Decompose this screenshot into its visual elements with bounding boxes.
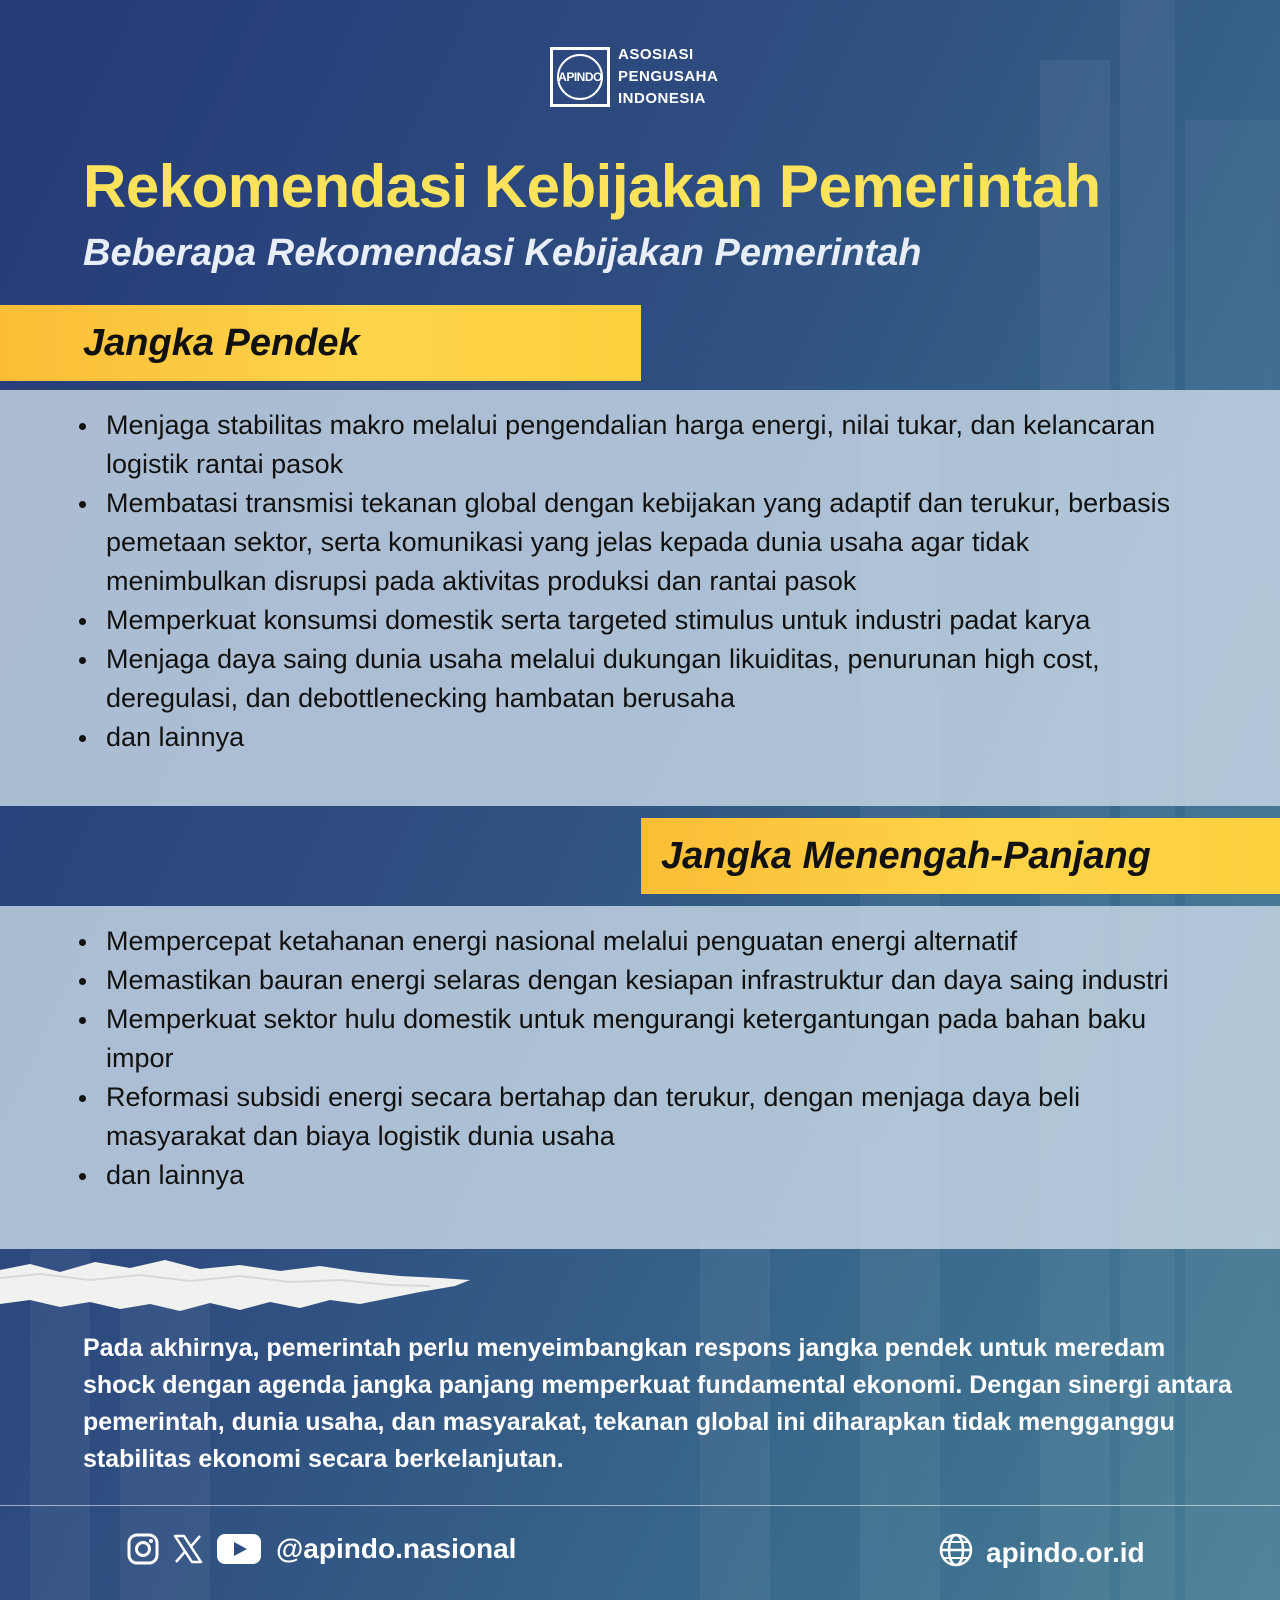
logo-mark-text: APINDO xyxy=(557,54,603,100)
closing-paragraph: Pada akhirnya, pemerintah perlu menyeimbangkan respons jangka pendek untuk meredam shock dengan agenda jangka panjang memperkuat fundamental ekonomi. Dengan sinergi antara pemerintah, dunia usaha, dan masyarakat, tekanan global ini diharapkan tidak mengganggu stabilitas ekonomi secara berkelanjutan. xyxy=(83,1334,1232,1473)
social-handle[interactable]: @apindo.nasional xyxy=(276,1533,517,1564)
long-term-list xyxy=(0,906,1280,1195)
list-item: Menjaga stabilitas makro melalui pengendalian harga energi, nilai tukar, dan kelancaran logistik rantai pasok xyxy=(106,406,1180,484)
social-links xyxy=(126,1532,516,1566)
torn-paper-decoration xyxy=(0,1256,480,1314)
long-term-panel xyxy=(0,906,1280,1249)
list-item: Reformasi subsidi energi secara bertahap dan terukur, dengan menjaga daya beli masyarakat dan biaya logistik dunia usaha xyxy=(106,1078,1180,1156)
apindo-logo xyxy=(550,44,718,110)
list-item: dan lainnya xyxy=(106,1156,1180,1195)
website-link[interactable] xyxy=(938,1532,1145,1573)
globe-icon xyxy=(938,1532,974,1573)
list-item: Membatasi transmisi tekanan global dengan kebijakan yang adaptif dan terukur, berbasis pemetaan sektor, serta komunikasi yang jelas kepada dunia usaha agar tidak menimbulkan disrupsi pada aktivitas produksi dan rantai pasok xyxy=(106,484,1180,601)
short-term-heading-bar xyxy=(0,305,641,381)
short-term-list xyxy=(0,390,1280,757)
long-term-heading: Jangka Menengah-Panjang xyxy=(661,834,1151,877)
page-subtitle: Beberapa Rekomendasi Kebijakan Pemerintah xyxy=(83,232,922,274)
list-item: Memperkuat sektor hulu domestik untuk mengurangi ketergantungan pada bahan baku impor xyxy=(106,1000,1180,1078)
page-title: Rekomendasi Kebijakan Pemerintah xyxy=(83,153,1101,220)
logo-line: INDONESIA xyxy=(618,90,706,107)
list-item: Mempercepat ketahanan energi nasional melalui penguatan energi alternatif xyxy=(106,922,1180,961)
logo-line: PENGUSAHA xyxy=(618,68,719,85)
logo-mark xyxy=(550,47,610,107)
logo-line: ASOSIASI xyxy=(618,46,694,63)
list-item: Memperkuat konsumsi domestik serta targeted stimulus untuk industri padat karya xyxy=(106,601,1180,640)
youtube-icon[interactable] xyxy=(216,1532,262,1566)
x-icon[interactable] xyxy=(172,1533,204,1565)
footer-divider xyxy=(0,1505,1280,1506)
instagram-icon[interactable] xyxy=(126,1532,160,1566)
list-item: dan lainnya xyxy=(106,718,1180,757)
website-url[interactable]: apindo.or.id xyxy=(986,1536,1145,1568)
short-term-heading: Jangka Pendek xyxy=(83,321,360,364)
long-term-heading-bar xyxy=(641,818,1280,894)
list-item: Menjaga daya saing dunia usaha melalui dukungan likuiditas, penurunan high cost, deregulasi, dan debottlenecking hambatan berusaha xyxy=(106,640,1180,718)
short-term-panel xyxy=(0,390,1280,806)
logo-wordmark xyxy=(618,44,718,110)
list-item: Memastikan bauran energi selaras dengan kesiapan infrastruktur dan daya saing industri xyxy=(106,961,1180,1000)
